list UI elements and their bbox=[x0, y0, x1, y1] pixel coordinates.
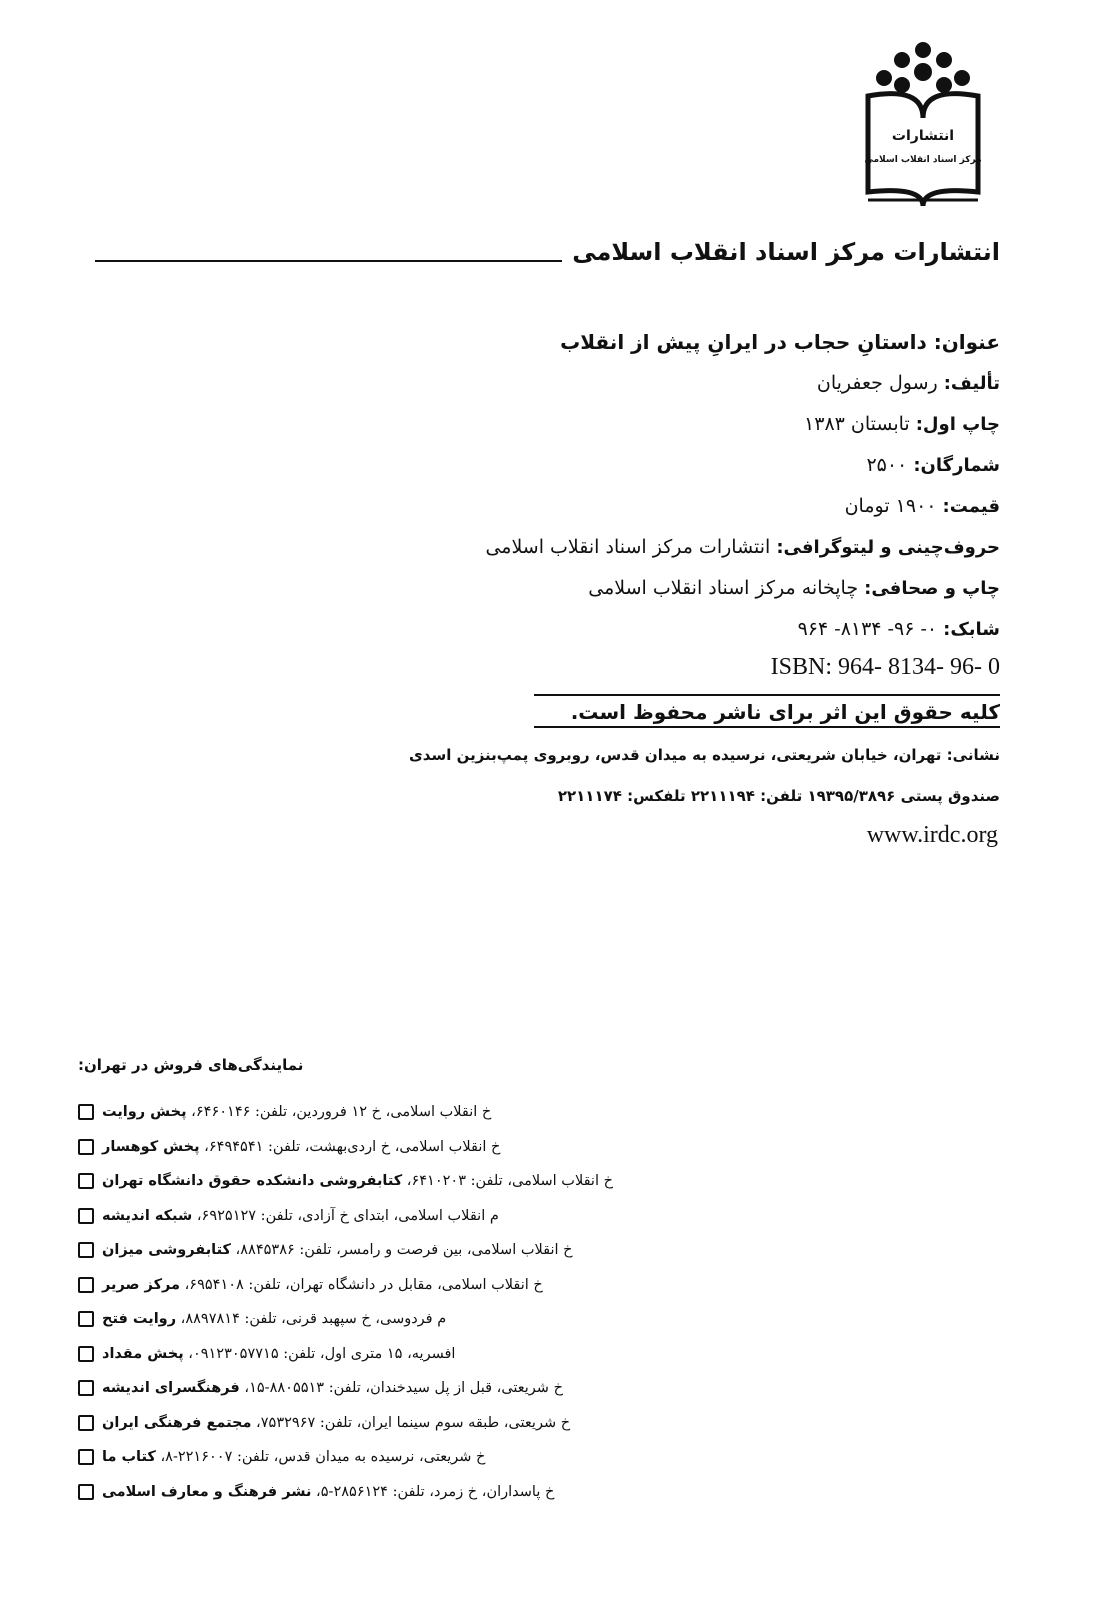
edition bbox=[485, 404, 1000, 445]
list-item bbox=[78, 1302, 613, 1337]
isbn-fa bbox=[485, 609, 1000, 650]
list-item bbox=[78, 1268, 613, 1303]
list-item bbox=[78, 1406, 613, 1441]
sales-name: مجتمع فرهنگی ایران bbox=[102, 1414, 252, 1431]
copyright-notice: کلیه حقوق این اثر برای ناشر محفوظ است. bbox=[534, 694, 1000, 728]
sales-address: خ شریعتی، طبقه سوم سینما ایران، تلفن: ۷۵۳۲۹۶۷، bbox=[251, 1414, 571, 1431]
sales-address: خ شریعتی، قبل از پل سیدخندان، تلفن: ۸۸۰۵۵۱۳-۱۵، bbox=[239, 1380, 563, 1397]
sales-title: نمایندگی‌های فروش در تهران: bbox=[78, 1056, 304, 1074]
checkbox-bullet-icon bbox=[78, 1173, 94, 1189]
printing-label: چاپ و صحافی: bbox=[864, 578, 1000, 599]
edition-value: تابستان ۱۳۸۳ bbox=[804, 413, 916, 435]
sales-name: روایت فتح bbox=[102, 1311, 177, 1328]
author bbox=[485, 363, 1000, 404]
author-label: تألیف: bbox=[943, 373, 1000, 394]
sales-name: شبکه اندیشه bbox=[102, 1207, 193, 1224]
sales-address: افسریه، ۱۵ متری اول، تلفن: ۰۹۱۲۳۰۵۷۷۱۵، bbox=[183, 1345, 456, 1362]
checkbox-bullet-icon bbox=[78, 1346, 94, 1362]
sales-address: خ انقلاب اسلامی، تلفن: ۶۴۱۰۲۰۳، bbox=[402, 1173, 613, 1190]
sales-name: کتابفروشی میزان bbox=[102, 1242, 231, 1259]
list-item bbox=[78, 1233, 613, 1268]
header-rule bbox=[95, 260, 562, 262]
sales-address: م انقلاب اسلامی، ابتدای خ آزادی، تلفن: ۶۹۲۵۱۲۷، bbox=[192, 1207, 499, 1224]
price-label: قیمت: bbox=[942, 496, 1000, 517]
list-item bbox=[78, 1164, 613, 1199]
sales-name: مرکز صریر bbox=[102, 1276, 180, 1293]
list-item bbox=[78, 1475, 613, 1510]
list-item bbox=[78, 1095, 613, 1130]
publisher-name: انتشارات مرکز اسناد انقلاب اسلامی bbox=[572, 238, 1000, 266]
printing-value: چاپخانه مرکز اسناد انقلاب اسلامی bbox=[588, 577, 865, 599]
printing bbox=[485, 568, 1000, 609]
checkbox-bullet-icon bbox=[78, 1242, 94, 1258]
price bbox=[485, 486, 1000, 527]
logo-text-1: انتشارات bbox=[891, 128, 955, 144]
book-title bbox=[485, 322, 1000, 363]
sales-address: خ شریعتی، نرسیده به میدان قدس، تلفن: ۲۲۱۶۰۰۷-۸، bbox=[155, 1449, 486, 1466]
sales-name: فرهنگسرای اندیشه bbox=[102, 1380, 240, 1397]
circulation-value: ۲۵۰۰ bbox=[866, 454, 914, 476]
title-label: عنوان: bbox=[933, 330, 1000, 354]
edition-label: چاپ اول: bbox=[915, 414, 1000, 435]
sales-address: خ انقلاب اسلامی، بین فرصت و رامسر، تلفن: ۸۸۴۵۳۸۶، bbox=[230, 1242, 573, 1259]
checkbox-bullet-icon bbox=[78, 1380, 94, 1396]
sales-name: کتابفروشی دانشکده حقوق دانشگاه تهران bbox=[102, 1173, 403, 1190]
sales-name: پخش مقداد bbox=[102, 1345, 184, 1362]
sales-address: خ پاسداران، خ زمرد، تلفن: ۲۸۵۶۱۲۴-۵، bbox=[311, 1483, 555, 1500]
checkbox-bullet-icon bbox=[78, 1415, 94, 1431]
circulation-label: شمارگان: bbox=[913, 455, 1000, 476]
publisher-logo-icon bbox=[862, 40, 984, 212]
sales-name: نشر فرهنگ و معارف اسلامی bbox=[102, 1483, 312, 1500]
address: نشانی: تهران، خیابان شریعتی، نرسیده به میدان قدس، روبروی پمپ‌بنزین اسدی bbox=[409, 746, 1000, 764]
list-item bbox=[78, 1199, 613, 1234]
sales-name: پخش کوهسار bbox=[102, 1138, 200, 1155]
isbn-fa-label: شابک: bbox=[943, 619, 1000, 640]
logo-text-2: مرکز اسناد انقلاب اسلامی bbox=[864, 155, 982, 165]
checkbox-bullet-icon bbox=[78, 1484, 94, 1500]
sales-name: کتاب ما bbox=[102, 1449, 156, 1466]
author-value: رسول جعفریان bbox=[816, 372, 944, 394]
isbn-fa-value: ۰- ۹۶- ۸۱۳۴- ۹۶۴ bbox=[797, 618, 944, 640]
checkbox-bullet-icon bbox=[78, 1449, 94, 1465]
colophon bbox=[485, 322, 1000, 650]
typesetting bbox=[485, 527, 1000, 568]
sales-address: خ انقلاب اسلامی، مقابل در دانشگاه تهران، تلفن: ۶۹۵۴۱۰۸، bbox=[180, 1276, 543, 1293]
list-item bbox=[78, 1440, 613, 1475]
price-value: ۱۹۰۰ تومان bbox=[844, 495, 943, 517]
sales-address: خ انقلاب اسلامی، خ اردی‌بهشت، تلفن: ۶۴۹۴۵۴۱، bbox=[199, 1138, 501, 1155]
checkbox-bullet-icon bbox=[78, 1277, 94, 1293]
checkbox-bullet-icon bbox=[78, 1311, 94, 1327]
sales-address: م فردوسی، خ سپهبد قرنی، تلفن: ۸۸۹۷۸۱۴، bbox=[176, 1311, 447, 1328]
list-item bbox=[78, 1337, 613, 1372]
list-item bbox=[78, 1371, 613, 1406]
sales-name: پخش روایت bbox=[102, 1104, 187, 1121]
circulation bbox=[485, 445, 1000, 486]
typesetting-value: انتشارات مرکز اسناد انقلاب اسلامی bbox=[485, 536, 777, 558]
sales-list bbox=[78, 1095, 613, 1509]
list-item bbox=[78, 1130, 613, 1165]
publisher-header bbox=[95, 232, 1000, 272]
title-value: داستانِ حجاب در ایرانِ پیش از انقلاب bbox=[560, 330, 934, 354]
checkbox-bullet-icon bbox=[78, 1139, 94, 1155]
website-link[interactable]: www.irdc.org bbox=[866, 822, 998, 848]
isbn-en: ISBN: 964- 8134- 96- 0 bbox=[770, 654, 1000, 680]
typesetting-label: حروف‌چینی و لیتوگرافی: bbox=[776, 537, 1000, 558]
checkbox-bullet-icon bbox=[78, 1104, 94, 1120]
sales-address: خ انقلاب اسلامی، خ ۱۲ فروردین، تلفن: ۶۴۶۰۱۴۶، bbox=[186, 1104, 492, 1121]
postal-contact: صندوق پستی ۱۹۳۹۵/۳۸۹۶ تلفن: ۲۲۱۱۱۹۴ تلفکس: ۲۲۱۱۱۷۴ bbox=[557, 787, 1000, 805]
checkbox-bullet-icon bbox=[78, 1208, 94, 1224]
